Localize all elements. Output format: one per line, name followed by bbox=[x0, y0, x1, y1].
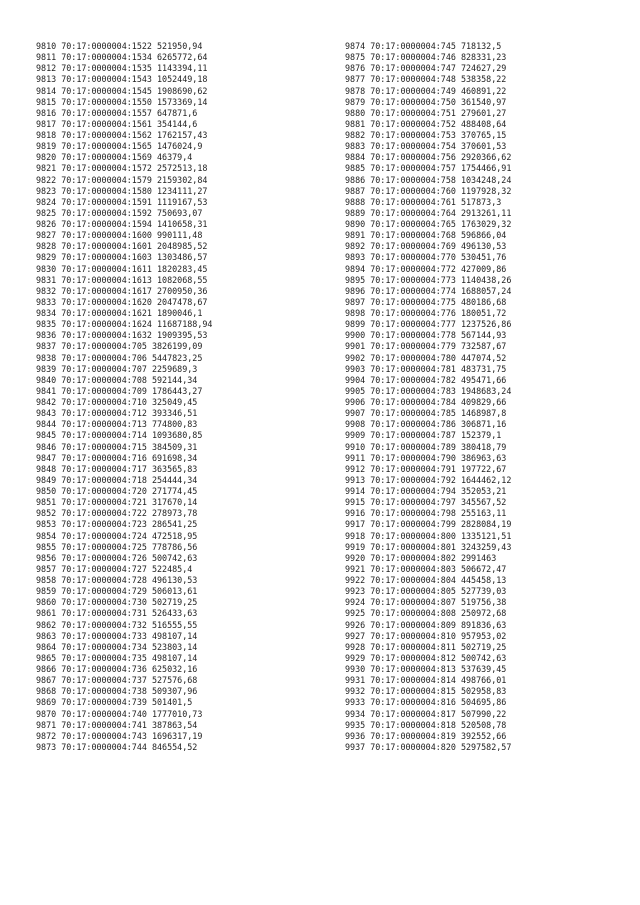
record-row: 9919 70:17:0000004:801 3243259,43 bbox=[345, 541, 512, 552]
record-row: 9884 70:17:0000004:756 2920366,62 bbox=[345, 152, 512, 163]
record-row: 9916 70:17:0000004:798 255163,11 bbox=[345, 508, 507, 519]
record-row: 9936 70:17:0000004:819 392552,66 bbox=[345, 730, 507, 741]
record-row: 9831 70:17:0000004:1613 1082068,55 bbox=[36, 274, 208, 285]
record-row: 9908 70:17:0000004:786 306871,16 bbox=[345, 419, 507, 430]
record-row: 9897 70:17:0000004:775 480186,68 bbox=[345, 296, 507, 307]
record-row: 9929 70:17:0000004:812 500742,63 bbox=[345, 652, 507, 663]
record-row: 9820 70:17:0000004:1569 46379,4 bbox=[36, 152, 193, 163]
record-row: 9813 70:17:0000004:1543 1052449,18 bbox=[36, 74, 208, 85]
record-row: 9923 70:17:0000004:805 527739,03 bbox=[345, 586, 507, 597]
record-row: 9918 70:17:0000004:800 1335121,51 bbox=[345, 530, 512, 541]
record-row: 9870 70:17:0000004:740 1777010,73 bbox=[36, 708, 203, 719]
record-row: 9892 70:17:0000004:769 496130,53 bbox=[345, 241, 507, 252]
record-row: 9937 70:17:0000004:820 5297582,57 bbox=[345, 741, 512, 752]
record-row: 9861 70:17:0000004:731 526433,63 bbox=[36, 608, 198, 619]
record-row: 9860 70:17:0000004:730 502719,25 bbox=[36, 597, 198, 608]
record-row: 9868 70:17:0000004:738 509307,96 bbox=[36, 686, 198, 697]
record-row: 9920 70:17:0000004:802 2991463 bbox=[345, 552, 497, 563]
record-row: 9927 70:17:0000004:810 957953,02 bbox=[345, 630, 507, 641]
record-row: 9915 70:17:0000004:797 345567,52 bbox=[345, 497, 507, 508]
record-row: 9819 70:17:0000004:1565 1476024,9 bbox=[36, 141, 203, 152]
record-row: 9903 70:17:0000004:781 483731,75 bbox=[345, 363, 507, 374]
record-column-left bbox=[36, 41, 212, 753]
record-row: 9830 70:17:0000004:1611 1820283,45 bbox=[36, 263, 208, 274]
record-row: 9921 70:17:0000004:803 506672,47 bbox=[345, 563, 507, 574]
record-row: 9887 70:17:0000004:760 1197928,32 bbox=[345, 185, 512, 196]
record-row: 9901 70:17:0000004:779 732587,67 bbox=[345, 341, 507, 352]
record-row: 9835 70:17:0000004:1624 11687188,94 bbox=[36, 319, 213, 330]
record-row: 9922 70:17:0000004:804 445458,13 bbox=[345, 575, 507, 585]
record-row: 9838 70:17:0000004:706 5447823,25 bbox=[36, 352, 203, 363]
record-row: 9855 70:17:0000004:725 778786,56 bbox=[36, 541, 198, 552]
record-row: 9851 70:17:0000004:721 317670,14 bbox=[36, 497, 198, 508]
record-row: 9834 70:17:0000004:1621 1890046,1 bbox=[36, 308, 203, 318]
record-row: 9857 70:17:0000004:727 522485,4 bbox=[36, 563, 193, 574]
record-row: 9913 70:17:0000004:792 1644462,12 bbox=[345, 474, 512, 485]
record-row: 9875 70:17:0000004:746 828331,23 bbox=[345, 52, 507, 63]
record-row: 9832 70:17:0000004:1617 2700950,36 bbox=[36, 285, 208, 296]
record-row: 9907 70:17:0000004:785 1468987,8 bbox=[345, 408, 507, 419]
record-column-right bbox=[345, 41, 511, 753]
record-row: 9816 70:17:0000004:1557 647871,6 bbox=[36, 107, 198, 118]
record-row: 9841 70:17:0000004:709 1786443,27 bbox=[36, 385, 203, 396]
record-row: 9912 70:17:0000004:791 197722,67 bbox=[345, 463, 507, 474]
record-row: 9928 70:17:0000004:811 502719,25 bbox=[345, 641, 507, 652]
record-row: 9874 70:17:0000004:745 718132,5 bbox=[345, 41, 502, 51]
record-row: 9863 70:17:0000004:733 498107,14 bbox=[36, 630, 198, 641]
record-row: 9930 70:17:0000004:813 537639,45 bbox=[345, 664, 507, 674]
record-row: 9847 70:17:0000004:716 691698,34 bbox=[36, 452, 198, 463]
record-row: 9877 70:17:0000004:748 538358,22 bbox=[345, 74, 507, 85]
record-row: 9833 70:17:0000004:1620 2047478,67 bbox=[36, 296, 208, 307]
record-row: 9882 70:17:0000004:753 370765,15 bbox=[345, 130, 507, 140]
record-row: 9840 70:17:0000004:708 592144,34 bbox=[36, 374, 198, 385]
record-row: 9810 70:17:0000004:1522 521950,94 bbox=[36, 41, 203, 51]
record-row: 9822 70:17:0000004:1579 2159302,84 bbox=[36, 174, 208, 185]
record-row: 9917 70:17:0000004:799 2828084,19 bbox=[345, 519, 512, 530]
record-row: 9893 70:17:0000004:770 530451,76 bbox=[345, 252, 507, 263]
record-row: 9880 70:17:0000004:751 279601,27 bbox=[345, 107, 507, 118]
record-row: 9858 70:17:0000004:728 496130,53 bbox=[36, 575, 198, 585]
record-row: 9889 70:17:0000004:764 2913261,11 bbox=[345, 207, 512, 218]
record-row: 9849 70:17:0000004:718 254444,34 bbox=[36, 474, 198, 485]
record-row: 9821 70:17:0000004:1572 2572513,18 bbox=[36, 163, 208, 174]
record-row: 9869 70:17:0000004:739 501401,5 bbox=[36, 697, 193, 708]
record-row: 9876 70:17:0000004:747 724627,29 bbox=[345, 63, 507, 74]
record-row: 9866 70:17:0000004:736 625032,16 bbox=[36, 664, 198, 674]
record-row: 9879 70:17:0000004:750 361540,97 bbox=[345, 96, 507, 107]
record-row: 9865 70:17:0000004:735 498107,14 bbox=[36, 652, 198, 663]
record-row: 9932 70:17:0000004:815 502958,83 bbox=[345, 686, 507, 697]
record-row: 9872 70:17:0000004:743 1696317,19 bbox=[36, 730, 203, 741]
record-row: 9934 70:17:0000004:817 507990,22 bbox=[345, 708, 507, 719]
record-row: 9825 70:17:0000004:1592 750693,07 bbox=[36, 207, 203, 218]
record-row: 9935 70:17:0000004:818 520508,78 bbox=[345, 719, 507, 730]
record-row: 9854 70:17:0000004:724 472518,95 bbox=[36, 530, 198, 541]
record-row: 9910 70:17:0000004:789 380418,79 bbox=[345, 441, 507, 452]
record-row: 9845 70:17:0000004:714 1093680,85 bbox=[36, 430, 203, 441]
record-row: 9812 70:17:0000004:1535 1143394,11 bbox=[36, 63, 208, 74]
record-row: 9852 70:17:0000004:722 278973,78 bbox=[36, 508, 198, 519]
record-row: 9881 70:17:0000004:752 488408,64 bbox=[345, 118, 507, 129]
record-row: 9933 70:17:0000004:816 504695,86 bbox=[345, 697, 507, 708]
record-row: 9864 70:17:0000004:734 523803,14 bbox=[36, 641, 198, 652]
record-row: 9914 70:17:0000004:794 352053,21 bbox=[345, 486, 507, 496]
record-row: 9856 70:17:0000004:726 500742,63 bbox=[36, 552, 198, 563]
record-row: 9898 70:17:0000004:776 180051,72 bbox=[345, 308, 507, 318]
record-row: 9926 70:17:0000004:809 891836,63 bbox=[345, 619, 507, 630]
record-row: 9885 70:17:0000004:757 1754466,91 bbox=[345, 163, 512, 174]
record-row: 9906 70:17:0000004:784 409829,66 bbox=[345, 397, 507, 407]
record-row: 9900 70:17:0000004:778 567144,93 bbox=[345, 330, 507, 341]
record-row: 9867 70:17:0000004:737 527576,68 bbox=[36, 675, 198, 686]
record-row: 9823 70:17:0000004:1580 1234111,27 bbox=[36, 185, 208, 196]
record-row: 9873 70:17:0000004:744 846554,52 bbox=[36, 741, 198, 752]
record-row: 9817 70:17:0000004:1561 354144,6 bbox=[36, 118, 198, 129]
record-row: 9905 70:17:0000004:783 1948683,24 bbox=[345, 385, 512, 396]
record-row: 9859 70:17:0000004:729 506013,61 bbox=[36, 586, 198, 597]
record-row: 9837 70:17:0000004:705 3826199,09 bbox=[36, 341, 203, 352]
record-row: 9904 70:17:0000004:782 495471,66 bbox=[345, 374, 507, 385]
record-row: 9862 70:17:0000004:732 516555,55 bbox=[36, 619, 198, 630]
record-row: 9829 70:17:0000004:1603 1303486,57 bbox=[36, 252, 208, 263]
record-row: 9811 70:17:0000004:1534 6265772,64 bbox=[36, 52, 208, 63]
record-row: 9878 70:17:0000004:749 460891,22 bbox=[345, 85, 507, 96]
record-row: 9836 70:17:0000004:1632 1909395,53 bbox=[36, 330, 208, 341]
record-row: 9827 70:17:0000004:1600 990111,48 bbox=[36, 230, 203, 241]
record-row: 9909 70:17:0000004:787 152379,1 bbox=[345, 430, 502, 441]
record-row: 9931 70:17:0000004:814 498766,01 bbox=[345, 675, 507, 686]
record-row: 9902 70:17:0000004:780 447074,52 bbox=[345, 352, 507, 363]
record-row: 9824 70:17:0000004:1591 1119167,53 bbox=[36, 196, 208, 207]
record-row: 9896 70:17:0000004:774 1688057,24 bbox=[345, 285, 512, 296]
record-row: 9888 70:17:0000004:761 517873,3 bbox=[345, 196, 502, 207]
record-row: 9826 70:17:0000004:1594 1410658,31 bbox=[36, 219, 208, 229]
record-row: 9890 70:17:0000004:765 1763029,32 bbox=[345, 219, 512, 229]
record-row: 9844 70:17:0000004:713 774800,83 bbox=[36, 419, 198, 430]
record-row: 9924 70:17:0000004:807 519756,38 bbox=[345, 597, 507, 608]
record-row: 9911 70:17:0000004:790 386963,63 bbox=[345, 452, 507, 463]
record-row: 9891 70:17:0000004:768 596866,04 bbox=[345, 230, 507, 241]
record-row: 9843 70:17:0000004:712 393346,51 bbox=[36, 408, 198, 419]
record-row: 9925 70:17:0000004:808 250972,68 bbox=[345, 608, 507, 619]
record-row: 9848 70:17:0000004:717 363565,83 bbox=[36, 463, 198, 474]
record-row: 9886 70:17:0000004:758 1034248,24 bbox=[345, 174, 512, 185]
record-row: 9818 70:17:0000004:1562 1762157,43 bbox=[36, 130, 208, 140]
record-row: 9899 70:17:0000004:777 1237526,86 bbox=[345, 319, 512, 330]
record-row: 9850 70:17:0000004:720 271774,45 bbox=[36, 486, 198, 496]
record-row: 9853 70:17:0000004:723 286541,25 bbox=[36, 519, 198, 530]
record-row: 9871 70:17:0000004:741 387863,54 bbox=[36, 719, 198, 730]
record-row: 9846 70:17:0000004:715 384509,31 bbox=[36, 441, 198, 452]
record-row: 9842 70:17:0000004:710 325049,45 bbox=[36, 397, 198, 407]
record-row: 9839 70:17:0000004:707 2259689,3 bbox=[36, 363, 198, 374]
record-row: 9883 70:17:0000004:754 370601,53 bbox=[345, 141, 507, 152]
record-row: 9895 70:17:0000004:773 1140438,26 bbox=[345, 274, 512, 285]
record-row: 9814 70:17:0000004:1545 1908690,62 bbox=[36, 85, 208, 96]
record-row: 9828 70:17:0000004:1601 2048985,52 bbox=[36, 241, 208, 252]
record-row: 9815 70:17:0000004:1550 1573369,14 bbox=[36, 96, 208, 107]
record-row: 9894 70:17:0000004:772 427009,86 bbox=[345, 263, 507, 274]
